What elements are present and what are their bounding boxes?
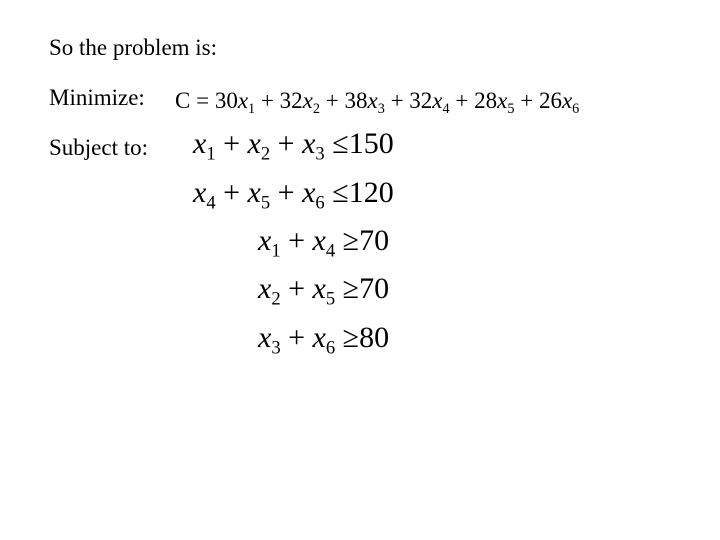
minimize-label: Minimize:	[49, 85, 145, 110]
constraint-1: $x_1 + x_2 + x_3 \le 150$	[193, 127, 394, 165]
constraint-operator: ≤	[324, 127, 349, 160]
constraint-operator: ≥	[335, 224, 360, 257]
constraint-2: $x_4 + x_5 + x_6 \le 120$	[193, 176, 394, 214]
objective-terms: $30x_1 + 32x_2 + 38x_3 + 32x_4 + 28x_5 + 26x_6$	[214, 88, 580, 117]
objective-lhs: C =	[175, 88, 210, 113]
constraint-operator: ≤	[324, 176, 349, 209]
constraint-operator: ≥	[335, 321, 360, 354]
constraint-5: $x_3 + x_6 \ge 80$	[258, 321, 390, 359]
objective-term: $38x_3$	[344, 88, 385, 117]
objective-term: $28x_5$	[474, 88, 515, 117]
subject-to-label: Subject to:	[49, 135, 149, 160]
objective-term: $26x_6$	[538, 88, 580, 117]
objective-term: $32x_4$	[409, 88, 450, 117]
constraint-4: $x_2 + x_5 \ge 70$	[258, 272, 390, 310]
constraint-3: $x_1 + x_4 \ge 70$	[258, 224, 390, 262]
constraint-rhs: 70	[359, 224, 390, 257]
constraint-rhs: 150	[348, 127, 394, 160]
constraint-rhs: 70	[359, 272, 390, 305]
objective-term: $30x_1$	[214, 88, 256, 117]
objective-function	[175, 88, 580, 117]
objective-term: $32x_2$	[279, 88, 320, 117]
constraint-rhs: 80	[359, 321, 390, 354]
constraint-operator: ≥	[335, 272, 360, 305]
heading: So the problem is:	[49, 35, 218, 60]
constraint-rhs: 120	[348, 176, 394, 209]
